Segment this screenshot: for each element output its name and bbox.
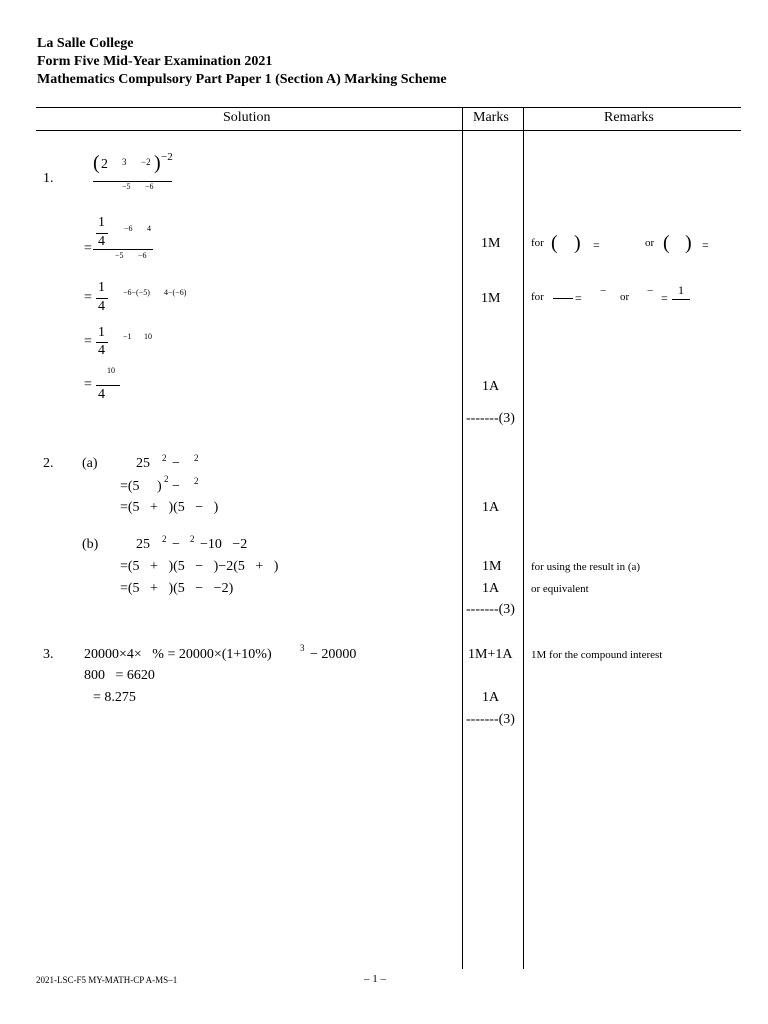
q1-r1-paren-right-2: ) (685, 232, 692, 254)
q1-l2-exp2: 4 (147, 224, 151, 233)
q1-l2-num: 1 (98, 215, 105, 230)
q1-r2-or: or (620, 291, 630, 303)
q3-line1: 20000×4× % = 20000×(1+10%) (84, 647, 272, 662)
q1-l4-exp1: −1 (123, 332, 132, 341)
q1-l2-fraction-bar (93, 249, 153, 250)
q1-l3-den: 4 (98, 299, 105, 314)
q1-l4-den: 4 (98, 343, 105, 358)
q1-l5-num: 10 (107, 366, 115, 375)
q1-l3-exp1: −6−(−5) (123, 288, 150, 297)
paper-title: Mathematics Compulsory Part Paper 1 (Section A) Marking Scheme (37, 72, 447, 87)
q1-l3-num: 1 (98, 280, 105, 295)
q1-l5-bar (96, 385, 120, 386)
q1-r1-equals-2: = (702, 238, 709, 252)
q1-l4-num: 1 (98, 325, 105, 340)
q1-r2-minus-2: − (647, 285, 654, 297)
q1-l1-outer-exp: −2 (161, 151, 173, 163)
q1-l4-equals: = (84, 334, 92, 349)
q1-r2-equals-2: = (661, 291, 668, 305)
q2a-l1-25: 25 (136, 456, 150, 471)
question-number-2: 2. (43, 456, 54, 471)
q2a-l2-minus: − (172, 479, 180, 494)
q1-l3-exp2: 4−(−6) (164, 288, 187, 297)
q2b-l1-minus: − (172, 537, 180, 552)
q1-l5-den: 4 (98, 387, 105, 402)
footer-code: 2021-LSC-F5 MY-MATH-CP A-MS–1 (36, 975, 178, 985)
q3-l1-tail: − 20000 (310, 647, 357, 662)
q1-l3-equals: = (84, 290, 92, 305)
q1-l1-fraction-bar (93, 181, 172, 182)
school-name: La Salle College (37, 36, 134, 51)
q1-r2-equals: = (575, 291, 582, 305)
q2b-l1-25: 25 (136, 537, 150, 552)
q1-mark-3: 1A (482, 379, 500, 394)
q1-mark-2: 1M (481, 291, 501, 306)
q1-r1-for: for (531, 237, 544, 249)
q2a-l2-lead: =(5 (120, 479, 140, 494)
q1-r2-minus: − (600, 285, 607, 297)
q1-l1-base: 2 (101, 157, 108, 172)
q2-remark-1: for using the result in (a) (531, 561, 641, 573)
q2-mark-3: 1A (482, 581, 500, 596)
q3-mark-2: 1A (482, 690, 500, 705)
column-header-solution: Solution (223, 110, 271, 125)
q2-remark-2: or equivalent (531, 583, 589, 595)
footer-page-number: – 1 – (364, 973, 386, 985)
q2b-line2: =(5 + )(5 − )−2(5 + ) (120, 559, 279, 574)
question-number-3: 3. (43, 647, 54, 662)
q1-r1-paren-right: ) (574, 232, 581, 254)
q2-part-b-label: (b) (82, 537, 99, 552)
q1-total: -------(3) (466, 411, 515, 426)
q1-r2-bar (553, 298, 573, 299)
q1-r1-paren-left: ( (551, 232, 558, 254)
q2-part-a-label: (a) (82, 456, 98, 471)
q1-r1-paren-left-2: ( (663, 232, 670, 254)
exam-title: Form Five Mid-Year Examination 2021 (37, 54, 273, 69)
q2a-l2-paren: ) (157, 479, 162, 494)
q2a-l2-exp: 2 (164, 474, 169, 484)
q2a-l1-minus: − (172, 456, 180, 471)
q2-mark-1: 1A (482, 500, 500, 515)
q2a-l1-exp1: 2 (162, 453, 167, 463)
q1-r1-or: or (645, 237, 655, 249)
q2b-l1-exp1: 2 (162, 534, 167, 544)
q2a-l1-exp2: 2 (194, 453, 199, 463)
table-top-rule (36, 107, 741, 108)
q2-total: -------(3) (466, 602, 515, 617)
q1-l1-paren-left: ( (93, 152, 100, 174)
q1-l2-exp1: −6 (124, 224, 133, 233)
q1-l5-equals: = (84, 377, 92, 392)
q1-l4-exp2: 10 (144, 332, 152, 341)
q3-total: -------(3) (466, 712, 515, 727)
q1-l2-den-exp1: −5 (115, 251, 124, 260)
question-number-1: 1. (43, 171, 54, 186)
q2a-l2-exp2: 2 (194, 476, 199, 486)
q2b-l1-rest: −10 −2 (200, 537, 248, 552)
q1-mark-1: 1M (481, 236, 501, 251)
q1-r1-equals: = (593, 238, 600, 252)
q1-l2-den: 4 (98, 234, 105, 249)
q1-l2-den-exp2: −6 (138, 251, 147, 260)
column-header-remarks: Remarks (604, 110, 654, 125)
column-header-marks: Marks (473, 110, 509, 125)
q1-l1-den-exp1: −5 (122, 182, 131, 191)
q1-r2-bar-2 (672, 299, 690, 300)
q3-l1-exp: 3 (300, 643, 305, 653)
q2b-l1-exp2: 2 (190, 534, 195, 544)
q1-l1-paren-right: ) (154, 152, 161, 174)
marks-right-border (523, 107, 524, 969)
q2-mark-2: 1M (482, 559, 502, 574)
q1-l2-equals: = (84, 241, 92, 256)
q2b-line3: =(5 + )(5 − −2) (120, 581, 234, 596)
q1-l1-exp2: −2 (141, 157, 151, 167)
q3-line2: 800 = 6620 (84, 668, 155, 683)
marks-left-border (462, 107, 463, 969)
q1-l1-den-exp2: −6 (145, 182, 154, 191)
q1-r2-for: for (531, 291, 544, 303)
q1-r2-one: 1 (678, 283, 684, 297)
q1-l1-exp1: 3 (122, 157, 127, 167)
q3-mark-1: 1M+1A (468, 647, 513, 662)
q3-line3: = 8.275 (93, 690, 136, 705)
q3-remark-1: 1M for the compound interest (531, 649, 663, 661)
q2a-line3: =(5 + )(5 − ) (120, 500, 219, 515)
table-header-rule (36, 130, 741, 131)
